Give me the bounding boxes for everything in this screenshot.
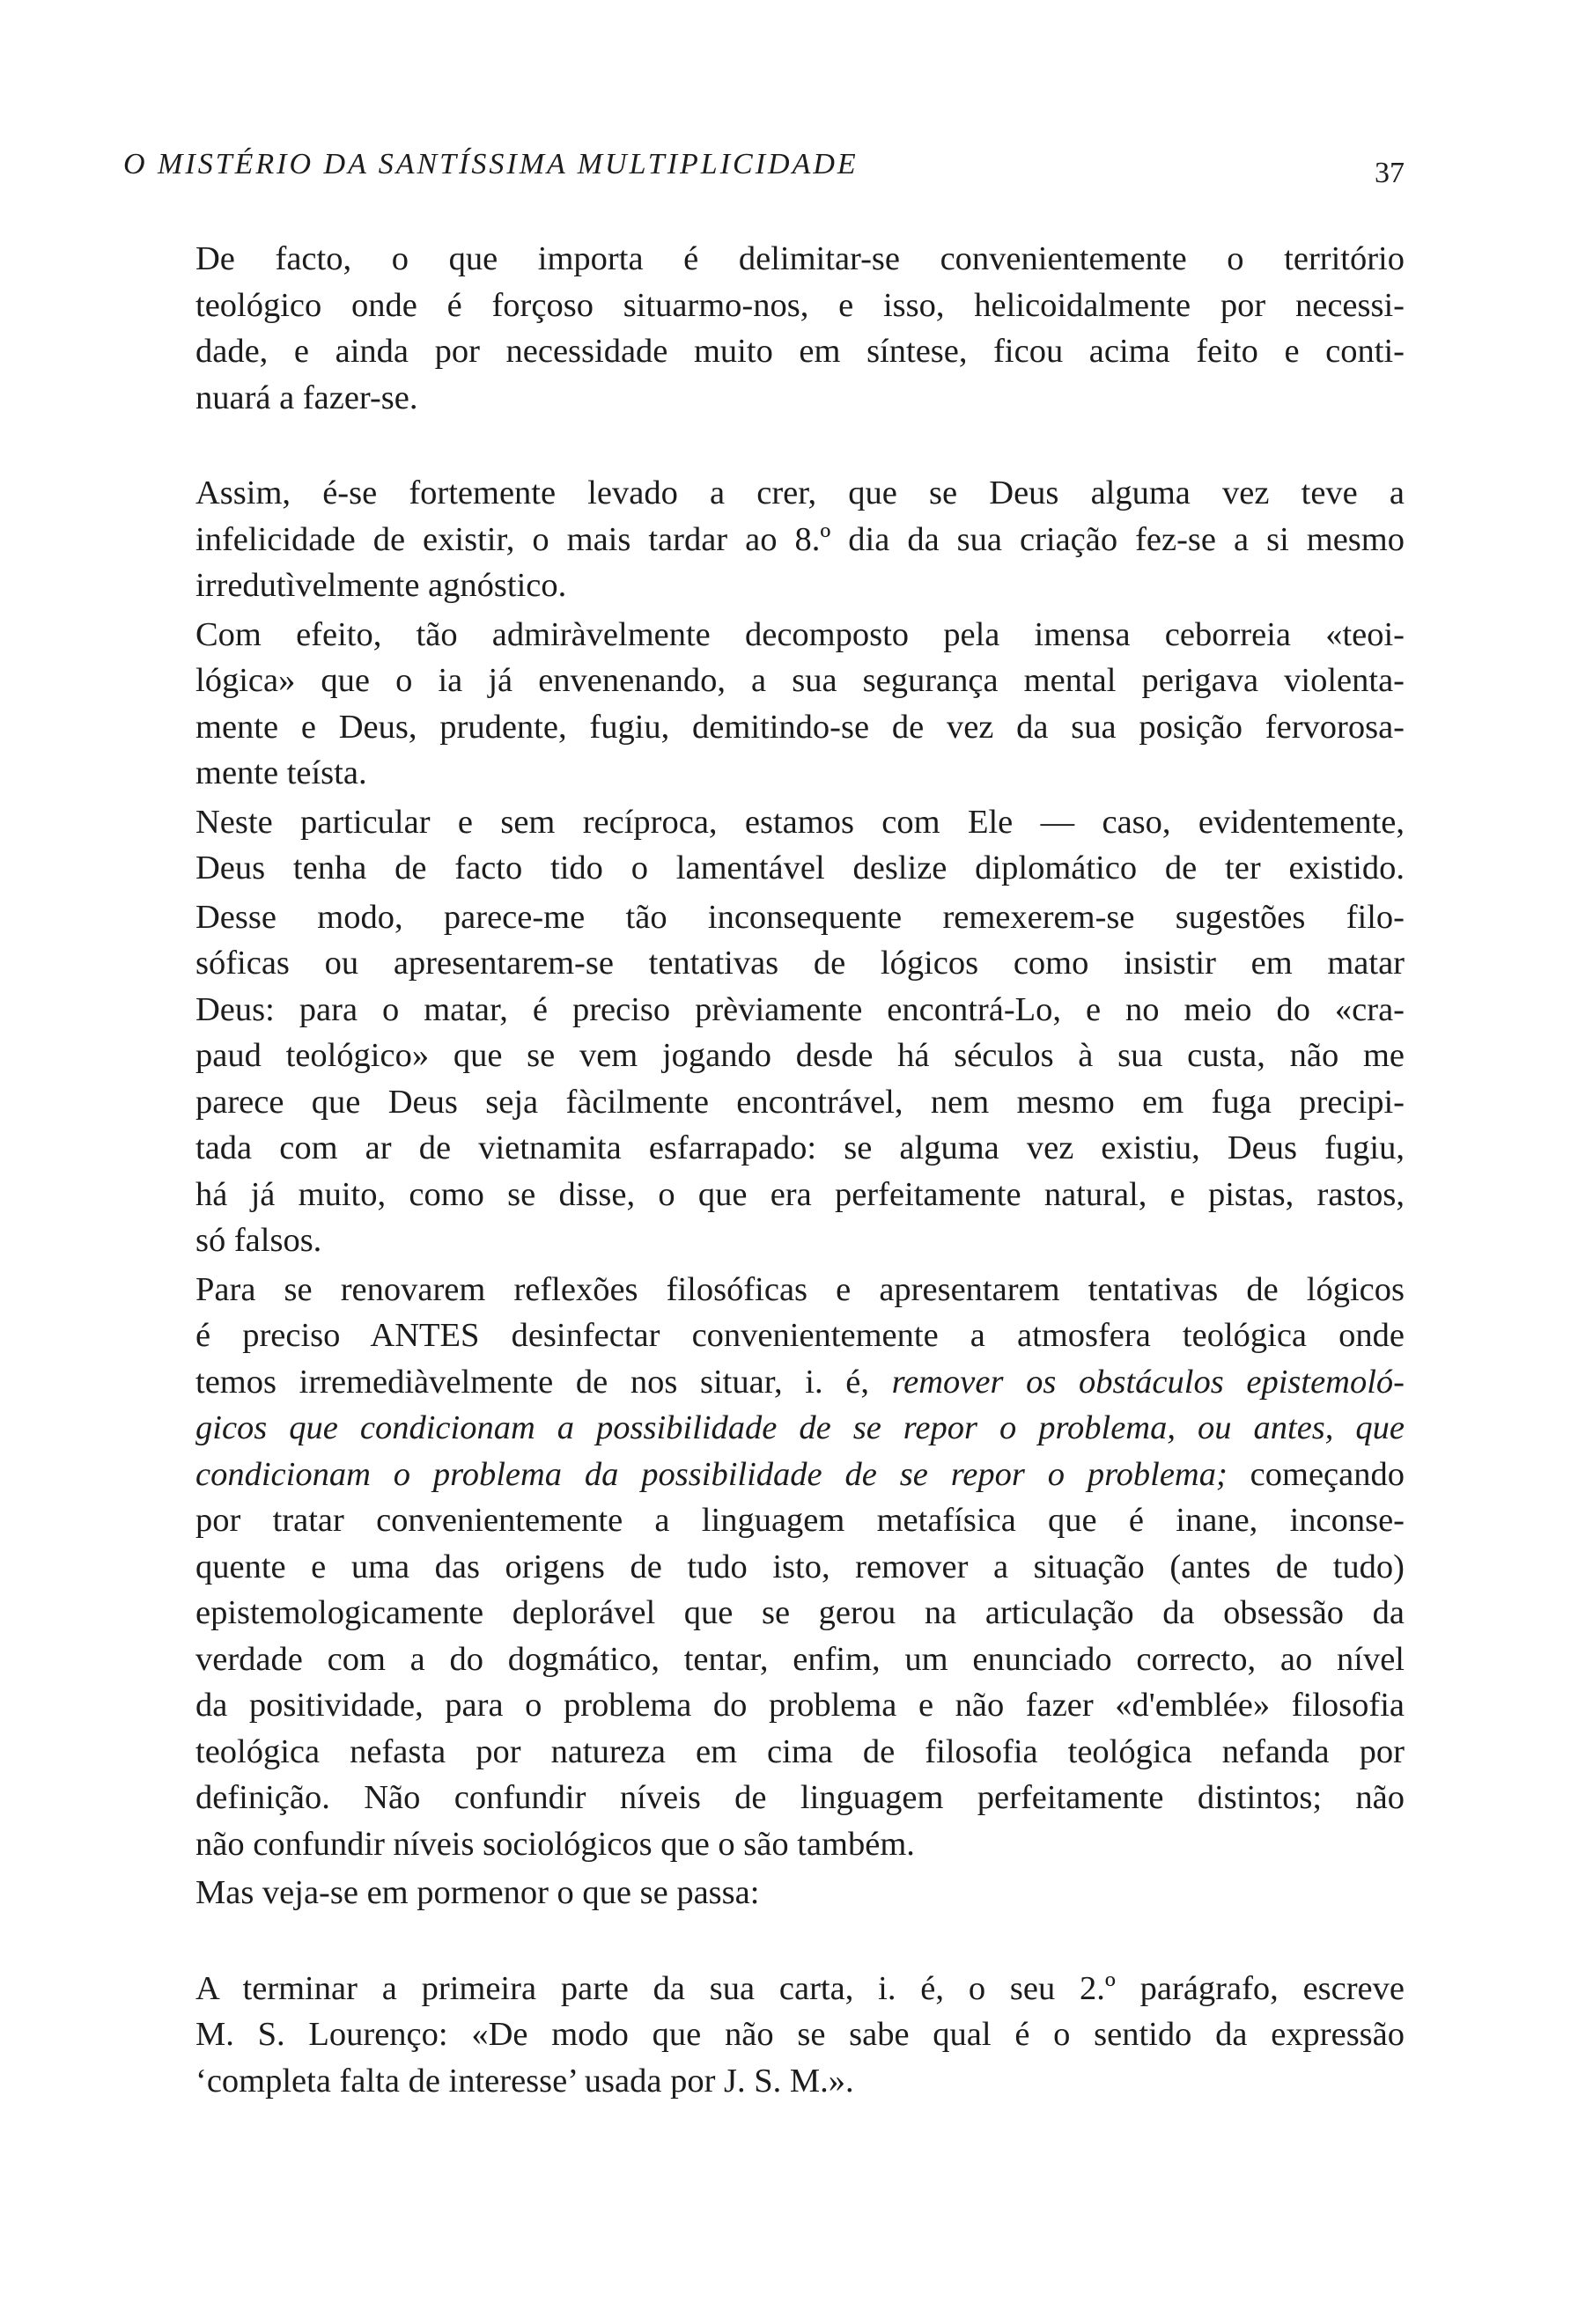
text-line: dade, e ainda por necessidade muito em síntese, ficou acima feito e conti- [195, 333, 1405, 370]
body-text [123, 236, 1405, 2104]
text-line: infelicidade de existir, o mais tardar ao 8.º dia da sua criação fez-se a si mesmo [195, 520, 1405, 558]
text-line: teológico onde é forçoso situarmo-nos, e isso, helicoidalmente por necessi- [195, 286, 1405, 324]
text-line: sóficas ou apresentarem-se tentativas de lógicos como insistir em matar [195, 945, 1405, 982]
paragraph-5 [123, 894, 1405, 1264]
text-line: definição. Não confundir níveis de linguagem perfeitamente distintos; não [195, 1779, 1405, 1816]
text-line [123, 1452, 1405, 1498]
text-line: não confundir níveis sociológicos que o são também. [195, 1825, 915, 1863]
paragraph-2 [123, 470, 1405, 609]
italic-run: gicos que condicionam a possibilidade de se repor o problema, ou antes, que [195, 1409, 1405, 1446]
page-number: 37 [1375, 157, 1405, 189]
text-line: Assim, é-se fortemente levado a crer, que se Deus alguma vez teve a [195, 474, 1405, 511]
running-title: O MISTÉRIO DA SANTÍSSIMA MULTIPLICIDADE [123, 148, 859, 180]
text-line: Neste particular e sem recíproca, estamos com Ele — caso, evidentemente, [195, 803, 1405, 841]
paragraph-7 [123, 1870, 1405, 1916]
text-line: Desse modo, parece-me tão inconsequente remexerem-se sugestões filo- [195, 898, 1405, 936]
text-line: mente e Deus, prudente, fugiu, demitindo-se de vez da sua posição fervorosa- [195, 708, 1405, 746]
paragraph-1 [123, 236, 1405, 421]
text-line: parece que Deus seja fàcilmente encontrável, nem mesmo em fuga precipi- [195, 1083, 1405, 1121]
text-line: Mas veja-se em pormenor o que se passa: [195, 1874, 760, 1911]
text-run: temos irremediàvelmente de nos situar, i. é, [195, 1363, 892, 1401]
text-line: só falsos. [195, 1222, 322, 1259]
text-line: paud teológico» que se vem jogando desde há séculos à sua custa, não me [195, 1037, 1405, 1074]
text-line: há já muito, como se disse, o que era perfeitamente natural, e pistas, rastos, [195, 1175, 1405, 1213]
text-line: Deus: para o matar, é preciso prèviamente encontrá-Lo, e no meio do «cra- [195, 990, 1405, 1028]
italic-run: condicionam o problema da possibilidade de se repor o problema; [195, 1455, 1228, 1493]
text-line: quente e uma das origens de tudo isto, remover a situação (antes de tudo) [195, 1548, 1405, 1585]
text-line: Com efeito, tão admiràvelmente decomposto pela imensa ceborreia «teoi- [195, 615, 1405, 653]
text-line: Para se renovarem reflexões filosóficas e apresentarem tentativas de lógicos [195, 1270, 1405, 1308]
text-line: ‘completa falta de interesse’ usada por J. S. M.». [195, 2062, 854, 2100]
text-line [123, 1359, 1405, 1406]
text-line: lógica» que o ia já envenenando, a sua segurança mental perigava violenta- [195, 662, 1405, 699]
text-line [123, 1405, 1405, 1452]
text-line: epistemologicamente deplorável que se gerou na articulação da obsessão da [195, 1594, 1405, 1631]
paragraph-8 [123, 1966, 1405, 2105]
text-line: da positividade, para o problema do problema e não fazer «d'emblée» filosofia [195, 1687, 1405, 1724]
text-line: é preciso ANTES desinfectar convenientemente a atmosfera teológica onde [195, 1317, 1405, 1354]
text-line: M. S. Lourenço: «De modo que não se sabe qual é o sentido da expressão [195, 2016, 1405, 2053]
paragraph-6 [123, 1267, 1405, 1868]
text-line: teológica nefasta por natureza em cima de filosofia teológica nefanda por [195, 1732, 1405, 1770]
text-line: nuará a fazer-se. [195, 379, 418, 416]
text-run: começando [1227, 1455, 1405, 1493]
text-line: mente teísta. [195, 754, 367, 791]
text-line: irredutìvelmente agnóstico. [195, 567, 567, 604]
text-line: tada com ar de vietnamita esfarrapado: se alguma vez existiu, Deus fugiu, [195, 1129, 1405, 1166]
text-line: Deus tenha de facto tido o lamentável deslize diplomático de ter existido. [195, 849, 1405, 886]
paragraph-3 [123, 612, 1405, 797]
page-header [123, 148, 1405, 201]
text-line: verdade com a do dogmático, tentar, enfim, um enunciado correcto, ao nível [195, 1640, 1405, 1678]
text-line: por tratar convenientemente a linguagem metafísica que é inane, inconse- [195, 1502, 1405, 1539]
text-line: De facto, o que importa é delimitar-se convenientemente o território [195, 240, 1405, 277]
italic-run: remover os obstáculos epistemoló- [891, 1363, 1405, 1401]
paragraph-4 [123, 799, 1405, 892]
text-line: A terminar a primeira parte da sua carta, i. é, o seu 2.º parágrafo, escreve [195, 1969, 1405, 2007]
